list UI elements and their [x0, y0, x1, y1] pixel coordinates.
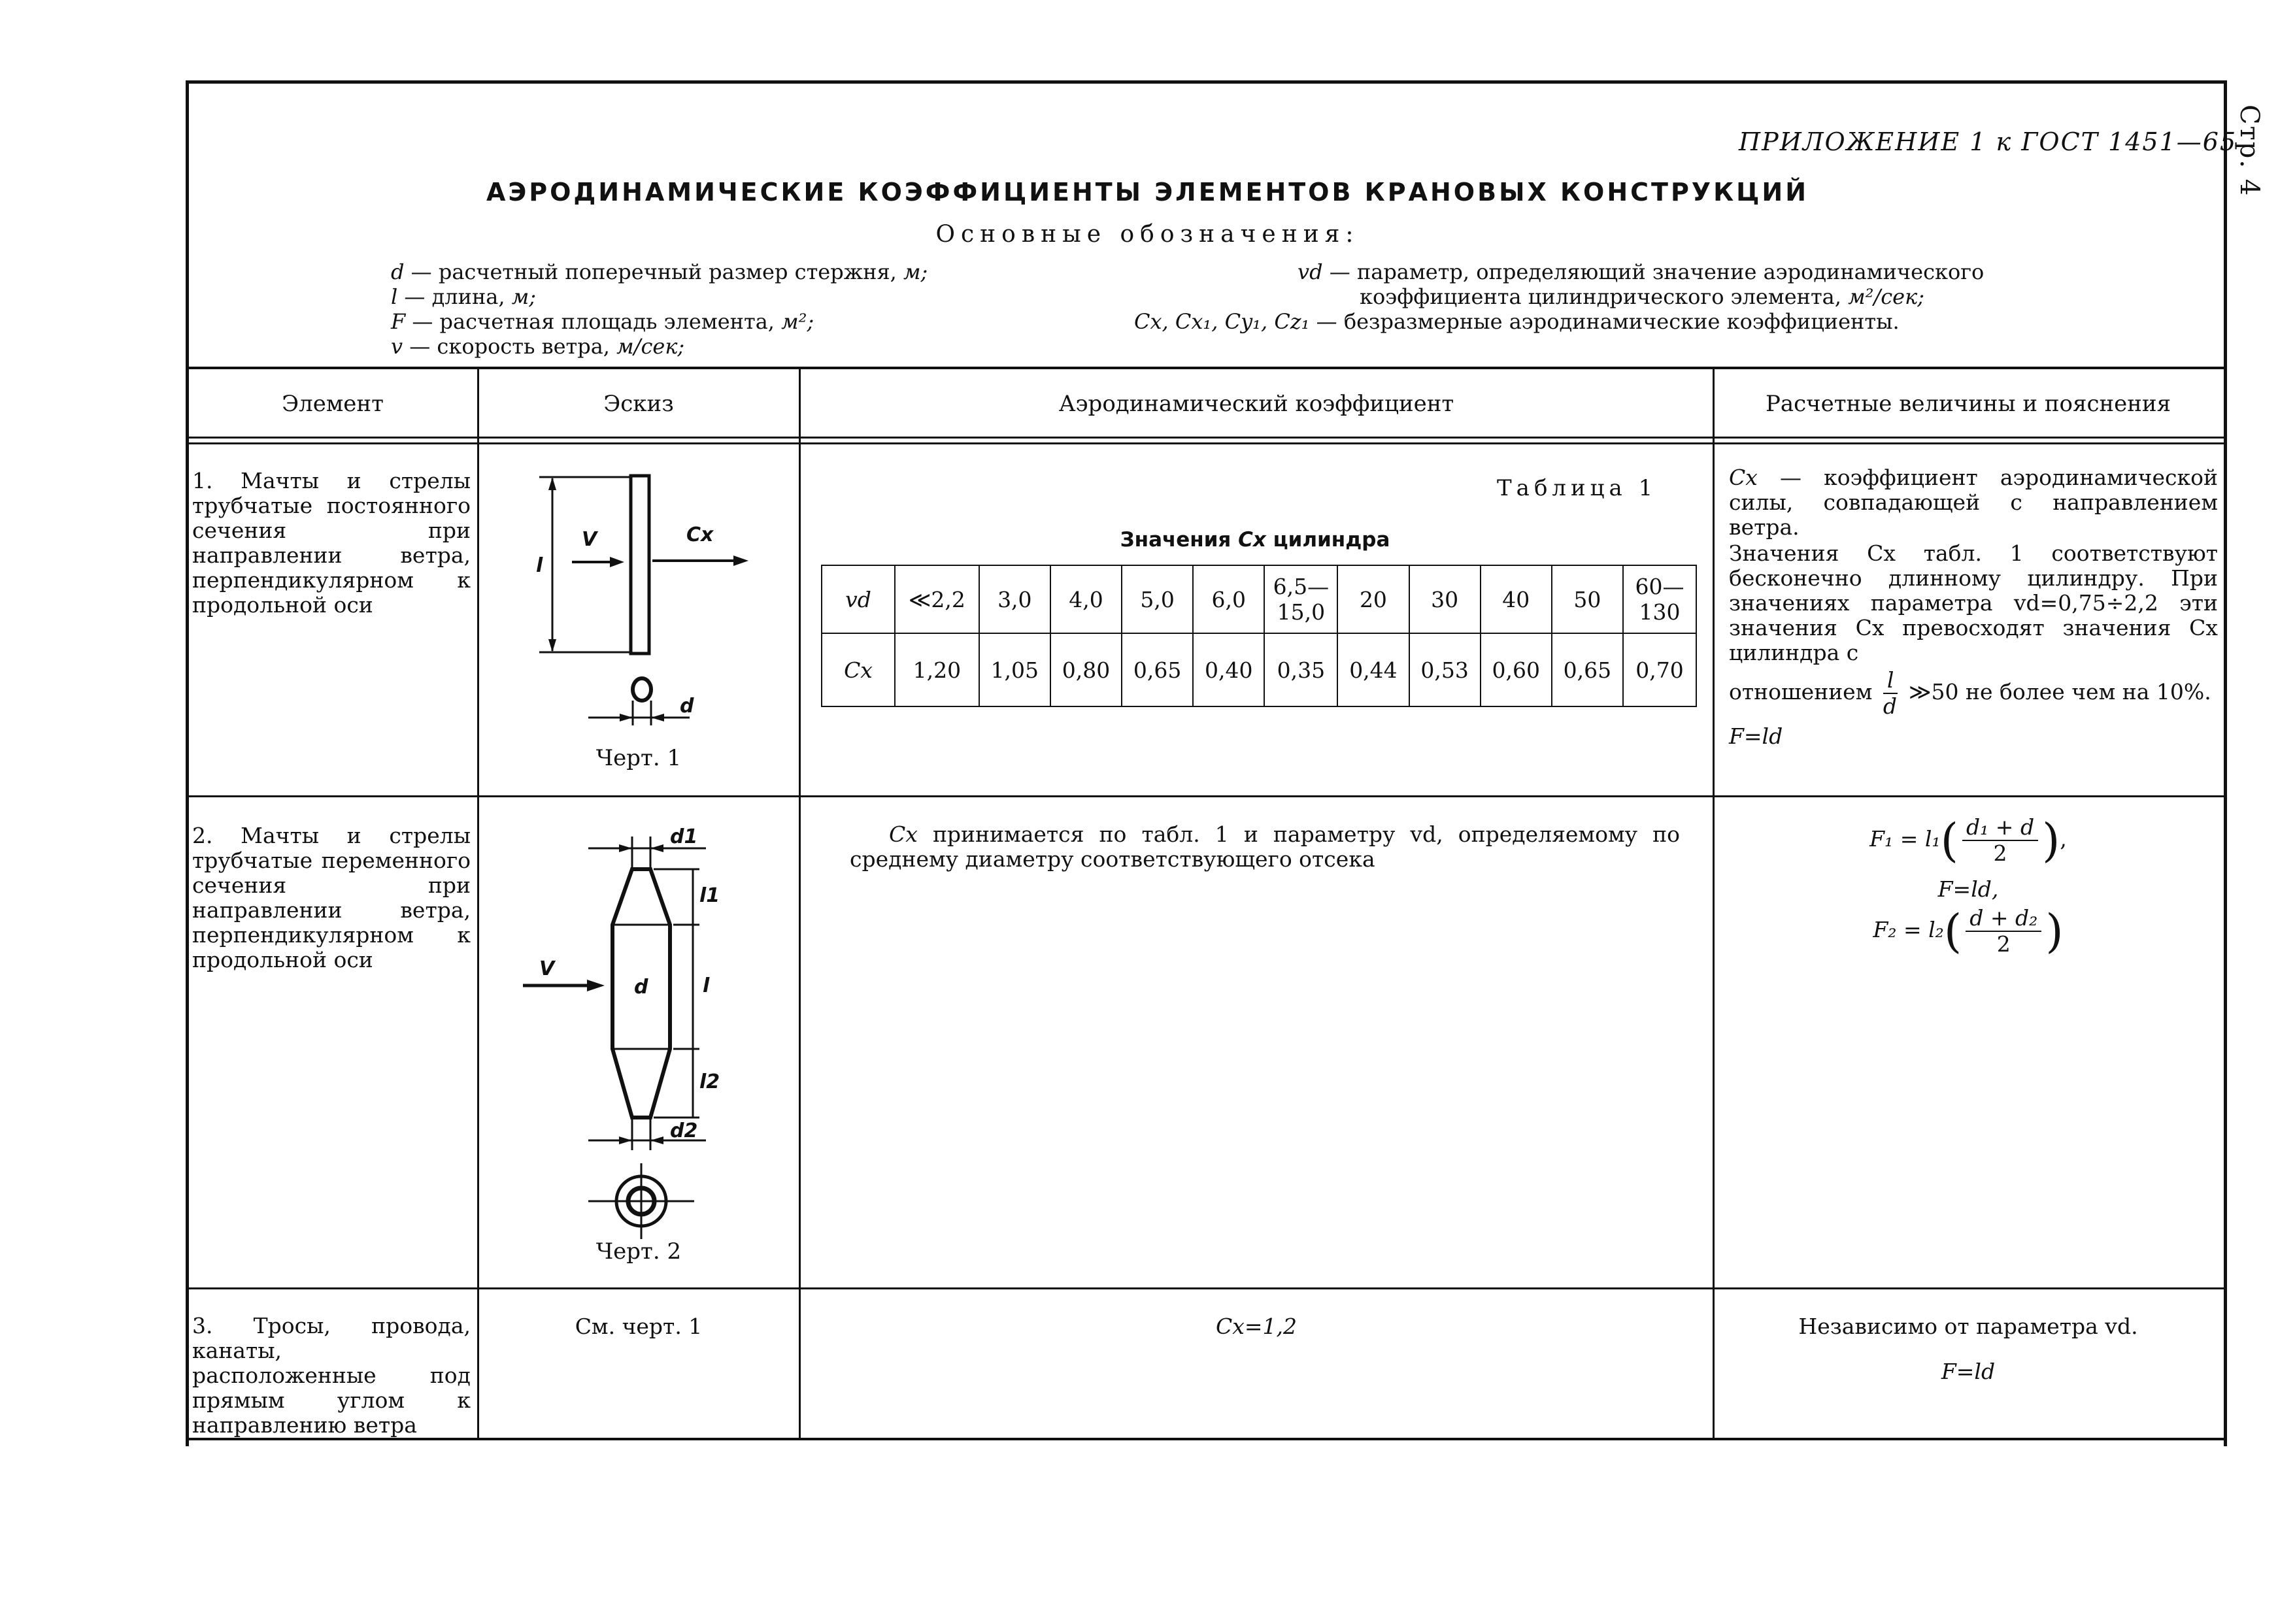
- arrowhead: [548, 639, 556, 652]
- note-paragraph: Независимо от параметра vd.: [1798, 1314, 2138, 1339]
- legend-item: l — длина, м;: [391, 284, 536, 309]
- diameter-label: d: [634, 976, 648, 999]
- row-element: 3. Тросы, провода, канаты, расположенные под прямым углом к направлению ветра: [192, 1313, 471, 1438]
- table-cell: 0,80: [1050, 633, 1122, 706]
- table-cell: 6,0: [1193, 565, 1264, 633]
- header-rule-1: [189, 437, 2224, 439]
- sketch-caption: Черт. 2: [595, 1238, 682, 1265]
- column-header: Расчетные величины и пояснения: [1765, 391, 2171, 417]
- arrowhead: [733, 555, 748, 566]
- table-cell: 0,65: [1122, 633, 1193, 706]
- row-notes: [1715, 1314, 2222, 1384]
- legend-item: Cx, Cx₁, Cy₁, Cz₁ — безразмерные аэродинамические коэффициенты.: [1134, 309, 1900, 334]
- header-rule-2: [189, 442, 2224, 444]
- page-title: АЭРОДИНАМИЧЕСКИЕ КОЭФФИЦИЕНТЫ ЭЛЕМЕНТОВ КРАНОВЫХ КОНСТРУКЦИЙ: [486, 178, 1809, 207]
- legend-right: [1134, 259, 2003, 334]
- arrowhead: [587, 980, 605, 991]
- legend-item: vd — параметр, определяющий значение аэродинамического: [1298, 259, 1985, 284]
- arrowhead: [548, 477, 556, 490]
- cx-table: [821, 565, 1697, 707]
- force-label: Cx: [686, 523, 714, 546]
- note-paragraph: Значения Cx табл. 1 соответствуют бесконечно длинному цилиндру. При значениях параметра vd=0,75÷2,2 эти значения Cx превосходят значения Cx цилиндра с: [1729, 540, 2218, 665]
- table-cell: 30: [1409, 565, 1481, 633]
- table-title: Значения Cx цилиндра: [1120, 528, 1390, 552]
- row-notes: [1729, 465, 2218, 749]
- table-cell: 40: [1481, 565, 1552, 633]
- arrowhead: [650, 844, 663, 852]
- row-formulas: [1715, 814, 2222, 958]
- legend-item: коэффициента цилиндрического элемента, м²/сек;: [1360, 284, 1924, 309]
- table-cell: 1,05: [979, 633, 1050, 706]
- table-cell: 5,0: [1122, 565, 1193, 633]
- table-cell: 20: [1337, 565, 1409, 633]
- table-cell: 0,40: [1193, 633, 1264, 706]
- table-cell: 1,20: [895, 633, 979, 706]
- arrowhead: [610, 557, 624, 567]
- table-label: Таблица 1: [1497, 475, 1658, 501]
- table-cell: 0,44: [1337, 633, 1409, 706]
- note-paragraph: Cx — коэффициент аэродинамической силы, совпадающей с направлением ветра.: [1729, 465, 2218, 540]
- arrowhead: [619, 1136, 632, 1144]
- legend-heading: Основные обозначения:: [935, 221, 1360, 248]
- legend-item: d — расчетный поперечный размер стержня, м;: [391, 259, 928, 284]
- table-top-rule: [189, 367, 2224, 369]
- wind-label: V: [539, 957, 555, 980]
- page-number: Стр. 4: [2234, 105, 2264, 197]
- legend-item: F — расчетная площадь элемента, м²;: [391, 309, 814, 334]
- diameter-label: d: [680, 695, 694, 718]
- row-sketch-ref: См. черт. 1: [575, 1314, 703, 1339]
- column-header: Аэродинамический коэффициент: [1058, 391, 1454, 417]
- sketch-caption: Черт. 1: [595, 745, 682, 771]
- table-row-label: Cx: [822, 633, 895, 706]
- formula: F=ld: [1941, 1359, 1996, 1384]
- sketch-1: [490, 457, 791, 738]
- appendix-label: ПРИЛОЖЕНИЕ 1 к ГОСТ 1451—65: [1739, 127, 2237, 156]
- row-element: 1. Мачты и стрелы трубчатые постоянного сечения при направлении ветра, перпендикулярном к продольной оси: [192, 468, 471, 618]
- row-element: 2. Мачты и стрелы трубчатые переменного сечения при направлении ветра, перпендикулярном к продольной оси: [192, 823, 471, 972]
- table-cell: 6,5—15,0: [1264, 565, 1337, 633]
- column-rule: [477, 369, 479, 1439]
- arrowhead: [651, 714, 664, 721]
- row-rule: [189, 795, 2224, 797]
- table-cell: 60—130: [1623, 565, 1696, 633]
- d2-label: d2: [670, 1119, 698, 1142]
- wind-label: V: [582, 528, 597, 551]
- cylinder-body: [631, 476, 649, 654]
- length-label: l: [536, 554, 543, 577]
- d1-label: d1: [670, 825, 698, 848]
- table-cell: ≪2,2: [895, 565, 979, 633]
- length-label: l: [703, 974, 710, 997]
- arrowhead: [620, 714, 633, 721]
- sketch-2: [503, 810, 791, 1242]
- row-coefficient: Cx принимается по табл. 1 и параметру vd, определяемому по среднему диаметру соответствующего отсека: [850, 821, 1680, 872]
- table-cell: 3,0: [979, 565, 1050, 633]
- table-cell: 0,53: [1409, 633, 1481, 706]
- table-row-label: vd: [822, 565, 895, 633]
- section-circle: [633, 678, 651, 701]
- table-cell: 50: [1552, 565, 1623, 633]
- table-cell: 0,70: [1623, 633, 1696, 706]
- legend-item: v — скорость ветра, м/сек;: [391, 334, 685, 359]
- row-coefficient: Cx=1,2: [1216, 1314, 1297, 1339]
- formula: F=ld,: [1937, 876, 1999, 902]
- legend-left: [391, 259, 928, 359]
- arrowhead: [650, 1136, 663, 1144]
- ratio-fraction: $\frac{l}{d}$: [1883, 667, 1898, 719]
- arrowhead: [619, 844, 632, 852]
- table-cell: 4,0: [1050, 565, 1122, 633]
- formula: F₁ = l₁( $\frac{\text{d₁ + d}}{2}$ ),: [1869, 814, 2067, 867]
- l2-label: l2: [699, 1070, 720, 1093]
- table-cell: 0,35: [1264, 633, 1337, 706]
- formula: F₂ = l₂( $\frac{\text{d + d₂}}{2}$ ): [1873, 904, 2064, 958]
- table-cell: 0,65: [1552, 633, 1623, 706]
- column-header: Эскиз: [603, 391, 674, 417]
- table-bottom-rule: [189, 1438, 2224, 1440]
- row-rule: [189, 1287, 2224, 1289]
- column-header: Элемент: [282, 391, 384, 417]
- table-cell: 0,60: [1481, 633, 1552, 706]
- formula: F=ld: [1729, 723, 1783, 749]
- note-paragraph: отношением $\frac{l}{d}$ ≫50 не более чем на 10%.: [1729, 667, 2211, 719]
- l1-label: l1: [699, 884, 720, 907]
